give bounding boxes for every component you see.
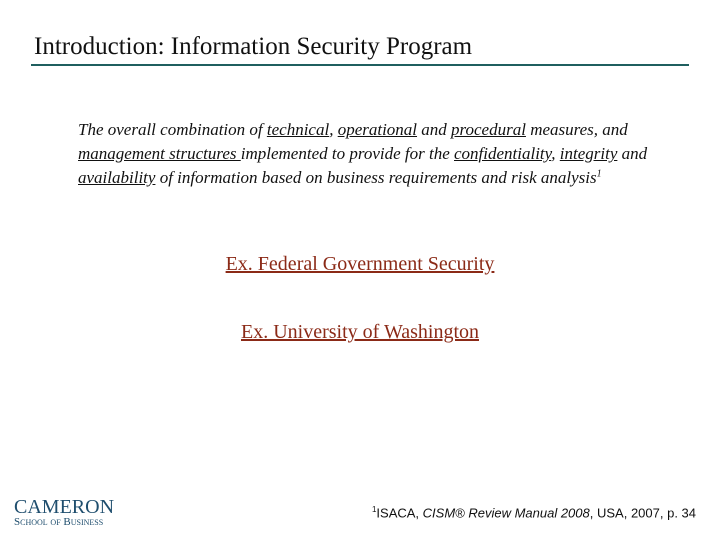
definition-paragraph: [78, 118, 658, 190]
term-operational: operational: [337, 120, 418, 139]
federal-government-security-link[interactable]: Ex. Federal Government Security: [225, 253, 495, 275]
footnote-citation: [372, 505, 696, 520]
citation-work: CISM® Review Manual 2008: [422, 505, 590, 521]
title-divider: [31, 64, 689, 66]
citation-rest: , USA, 2007, p. 34: [589, 505, 696, 521]
term-technical: technical: [266, 120, 330, 139]
cameron-logo: [14, 498, 114, 528]
definition-text: ,: [551, 144, 560, 163]
definition-text: measures, and: [525, 120, 628, 139]
university-of-washington-link[interactable]: Ex. University of Washington: [241, 321, 479, 343]
definition-text: ,: [329, 120, 338, 139]
definition-text: and: [417, 120, 452, 139]
definition-text: and: [617, 144, 648, 163]
slide-title: Introduction: Information Security Program: [34, 33, 473, 60]
footnote-mark: 1: [596, 168, 602, 180]
logo-sub-text: School of Business: [14, 516, 104, 528]
term-management-structures: management structures: [78, 144, 241, 163]
definition-text: of information based on business requirements and risk analysis: [155, 168, 597, 187]
citation-org: ISACA,: [376, 505, 423, 521]
term-confidentiality: confidentiality: [454, 144, 552, 163]
logo-main-text: CAMERON: [14, 496, 115, 518]
term-integrity: integrity: [559, 144, 618, 163]
definition-text: implemented to provide for the: [240, 144, 454, 163]
definition-text: The overall combination of: [78, 120, 267, 139]
term-availability: availability: [78, 168, 156, 187]
citation-mark: 1: [371, 505, 377, 514]
term-procedural: procedural: [451, 120, 526, 139]
